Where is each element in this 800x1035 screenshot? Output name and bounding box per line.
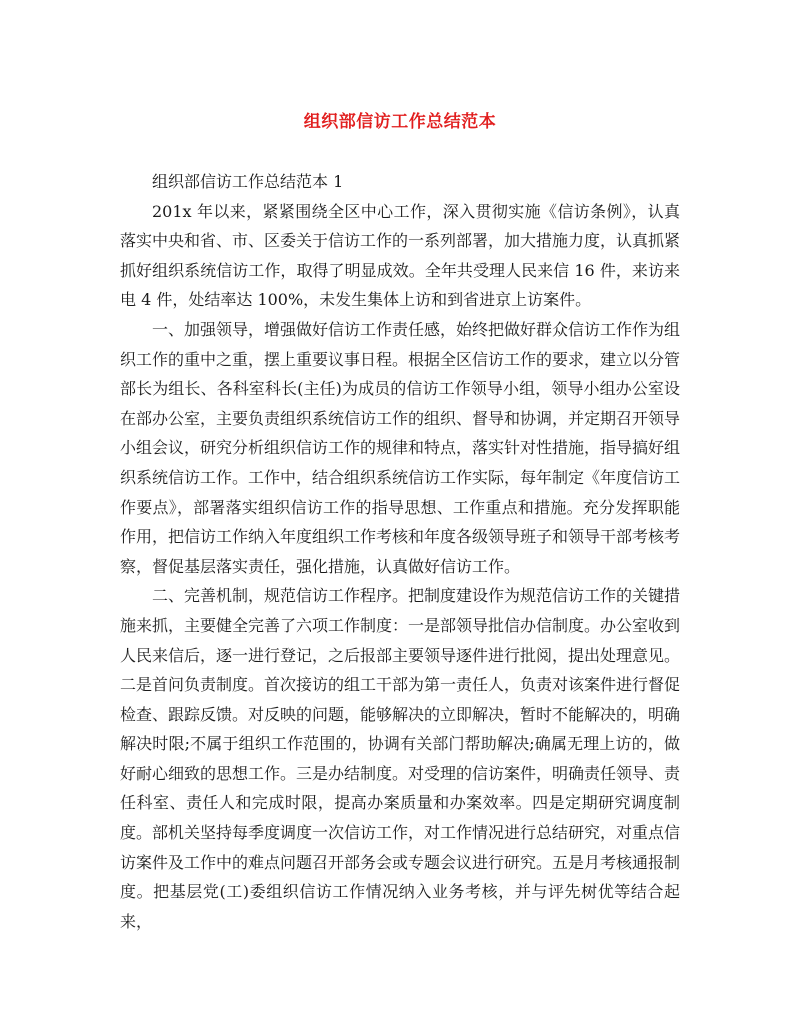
document-title: 组织部信访工作总结范本 — [303, 112, 497, 132]
document-subtitle: 组织部信访工作总结范本 1 — [152, 172, 344, 191]
paragraph-intro: 201x 年以来，紧紧围绕全区中心工作，深入贯彻实施《信访条例》，认真落实中央和省、市、区委关于信访工作的一系列部署，加大措施力度，认真抓紧抓好组织系统信访工作，取得了明显成效。全年共受理人民来信 16 件，来访来电 4 件，处结率达 100%，未发生集体上访和到省进京上访案件。 — [120, 201, 681, 310]
paragraph-section-2: 二、完善机制，规范信访工作程序。把制度建设作为规范信访工作的关键措施来抓，主要健全完善了六项工作制度：一是部领导批信办信制度。办公室收到人民来信后，逐一进行登记，之后报部主要领导逐件进行批阅，提出处理意见。二是首问负责制度。首次接访的组工干部为第一责任人，负责对该案件进行督促检查、跟踪反馈。对反映的问题，能够解决的立即解决，暂时不能解决的，明确解决时限;不属于组织工作范围的，协调有关部门帮助解决;确属无理上访的，做好耐心细致的思想工作。三是办结制度。对受理的信访案件，明确责任领导、责任科室、责任人和完成时限，提高办案质量和办案效率。四是定期研究调度制度。部机关坚持每季度调度一次信访工作，对工作情况进行总结研究，对重点信访案件及工作中的难点问题召开部务会或专题会议进行研究。五是月考核通报制度。把基层党(工)委组织信访工作情况纳入业务考核，并与评先树优等结合起来， — [120, 586, 681, 931]
document-body — [120, 167, 680, 936]
paragraph-section-1: 一、加强领导，增强做好信访工作责任感，始终把做好群众信访工作作为组织工作的重中之重，摆上重要议事日程。根据全区信访工作的要求，建立以分管部长为组长、各科室科长(主任)为成员的信访工作领导小组，领导小组办公室设在部办公室，主要负责组织系统信访工作的组织、督导和协调，并定期召开领导小组会议，研究分析组织信访工作的规律和特点，落实针对性措施，指导搞好组织系统信访工作。工作中，结合组织系统信访工作实际，每年制定《年度信访工作要点》，部署落实组织信访工作的指导思想、工作重点和措施。充分发挥职能作用，把信访工作纳入年度组织工作考核和年度各级领导班子和领导干部考核考察，督促基层落实责任，强化措施，认真做好信访工作。 — [120, 319, 681, 576]
